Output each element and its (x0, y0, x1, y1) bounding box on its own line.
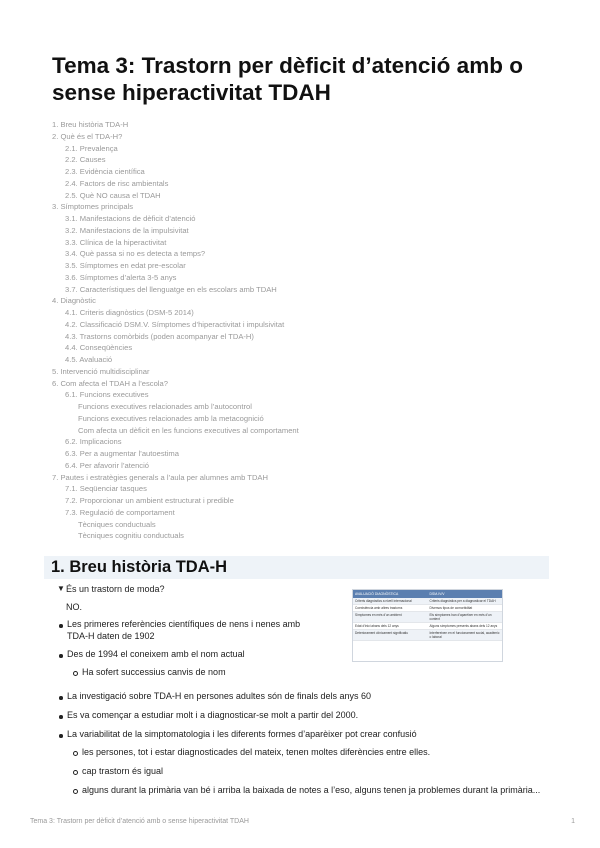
embedded-table-image (352, 589, 503, 662)
list-item-continuation: TDA-H daten de 1902 (67, 631, 155, 641)
table-cell: Interfereixen en el funcionament social, acadèmic o laboral (429, 631, 500, 639)
toc-link[interactable]: 6.3. Per a augmentar l’autoestima (65, 449, 179, 458)
table-cell: Els símptomes han d’aparèixer en més d’un context (429, 613, 492, 621)
toc-link[interactable]: 6.2. Implicacions (65, 437, 122, 447)
toc-link[interactable]: Funcions executives relacionades amb la metacognició (78, 413, 264, 423)
toc-link[interactable]: 3.5. Símptomes en edat pre-escolar (65, 261, 186, 270)
toggle-triangle-icon[interactable]: ▼ (57, 584, 65, 593)
toc-link[interactable]: 6. Com afecta el TDAH a l’escola? (52, 378, 168, 388)
footer-title: Tema 3: Trastorn per dèficit d’atenció amb o sense hiperactivitat TDAH (30, 818, 249, 825)
toc-link[interactable]: 2.1. Prevalença (65, 143, 118, 153)
toc-link[interactable]: 3.2. Manifestacions de la impulsivitat (65, 225, 189, 235)
toc-link[interactable]: 3.6. Símptomes d’alerta 3-5 anys (65, 272, 177, 282)
toc-link[interactable]: Tècniques cognitiu conductuals (78, 531, 184, 541)
sub-list-item: cap trastorn és igual (82, 766, 164, 776)
toc-link[interactable]: 3. Símptomes principals (52, 202, 134, 212)
toc-link[interactable]: 4.2. Classificació DSM.V. Símptomes d’hiperactivitat i impulsivitat (65, 319, 285, 329)
toc-link[interactable]: 4.5. Avaluació (65, 355, 113, 364)
sub-list-item: les persones, tot i estar diagnosticades del mateix, tenen moltes diferències entre elles. (82, 747, 431, 757)
toc-link[interactable]: 6.1. Funcions executives (65, 390, 149, 400)
bullet-icon (59, 715, 63, 719)
table-cell: Alguns símptomes presents abans dels 12 anys (429, 624, 498, 628)
sub-bullet-icon (73, 671, 78, 676)
table-row (353, 623, 502, 630)
toc-link[interactable]: 1. Breu història TDA-H (52, 120, 129, 129)
list-item: Les primeres referències científiques de nens i nenes amb (67, 619, 301, 629)
sub-bullet-icon (73, 751, 78, 756)
sub-bullet-icon (73, 789, 78, 794)
toc-link[interactable]: Tècniques conductuals (78, 519, 156, 529)
toc-link[interactable]: 2. Què és el TDA-H? (52, 131, 123, 141)
table-cell: Criteris diagnòstics a nivell internacional (355, 599, 412, 603)
toc-link[interactable]: 2.3. Evidència científica (65, 167, 145, 176)
page-title: Tema 3: Trastorn per dèficit d’atenció amb o sense hiperactivitat TDAH (52, 53, 523, 105)
table-cell: Símptomes en més d’un ambient (355, 613, 402, 617)
table-cell: Criteris diagnòstics per a diagnosticar el TDAH (429, 599, 496, 603)
list-item: La variabilitat de la simptomatologia i les diferents formes d’aparèixer pot crear confusió (67, 729, 417, 739)
table-of-contents (52, 119, 552, 542)
toc-link[interactable]: 2.5. Què NO causa el TDAH (65, 190, 161, 200)
toc-link[interactable]: 4.4. Conseqüències (65, 343, 133, 353)
page-number: 1 (571, 818, 575, 825)
table-cell: Edat d’inici abans dels 12 anys (355, 624, 399, 628)
toc-link[interactable]: Funcions executives relacionades amb l’autocontrol (78, 402, 252, 411)
bullet-icon (59, 696, 63, 700)
bullet-icon (59, 624, 63, 628)
table-header-cell: AVALUACIÓ DIAGNÒSTICA (355, 592, 399, 596)
toc-link[interactable]: 7.3. Regulació de comportament (65, 507, 175, 517)
table-row (353, 630, 502, 641)
table-row (353, 612, 502, 623)
toc-link[interactable]: 3.1. Manifestacions de dèficit d’atenció (65, 214, 196, 223)
toc-link[interactable]: 3.7. Característiques del llenguatge en els escolars amb TDAH (65, 284, 277, 294)
toggle-summary[interactable]: És un trastorn de moda? (66, 584, 165, 594)
table-row (353, 598, 502, 605)
sub-list-item: alguns durant la primària van bé i arriba la baixada de notes a l’eso, alguns tenen ja problemes durant la primària... (82, 785, 541, 795)
toc-link[interactable]: 3.3. Clínica de la hiperactivitat (65, 237, 167, 247)
table-cell: Coexistència amb altres trastorns (355, 606, 403, 610)
toc-link[interactable]: 5. Intervenció multidisciplinar (52, 366, 150, 376)
section-heading: 1. Breu història TDA-H (44, 556, 549, 579)
list-item: La investigació sobre TDA-H en persones adultes són de finals dels anys 60 (67, 691, 372, 701)
sub-list-item: Ha sofert successius canvis de nom (82, 667, 226, 677)
table-header (353, 590, 502, 598)
table-row (353, 605, 502, 612)
table-header-cell: DSM-IV/V (429, 592, 445, 596)
toc-link[interactable]: 7. Pautes i estratègies generals a l’aula per alumnes amb TDAH (52, 472, 268, 482)
toc-link[interactable]: 2.4. Factors de risc ambientals (65, 178, 169, 188)
list-item: Es va començar a estudiar molt i a diagnosticar-se molt a partir del 2000. (67, 710, 359, 720)
bullet-icon (59, 734, 63, 738)
toc-link[interactable]: 6.4. Per afavorir l’atenció (65, 460, 149, 470)
toc-link[interactable]: 4.3. Trastorns comòrbids (poden acompanyar el TDA-H) (65, 331, 254, 341)
toc-link[interactable]: 7.1. Seqüenciar tasques (65, 484, 147, 494)
toc-link[interactable]: 4. Diagnòstic (52, 296, 96, 306)
toc-link[interactable]: 4.1. Criteris diagnòstics (DSM-5 2014) (65, 308, 194, 317)
sub-bullet-icon (73, 770, 78, 775)
toggle-answer: NO. (66, 602, 83, 612)
toc-link[interactable]: 2.2. Causes (65, 155, 106, 165)
toc-link[interactable]: 7.2. Proporcionar un ambient estructurat i predible (65, 496, 234, 505)
table-body (353, 598, 502, 641)
table-cell: Deteriorament clínicament significatiu (355, 631, 408, 635)
table-cell: Diversos tipus de comorbiditat (429, 606, 473, 610)
bullet-icon (59, 654, 63, 658)
list-item: Des de 1994 el coneixem amb el nom actual (67, 649, 245, 659)
toc-link[interactable]: Com afecta un dèficit en les funcions executives al comportament (78, 425, 299, 435)
toc-link[interactable]: 3.4. Què passa si no es detecta a temps? (65, 249, 206, 259)
